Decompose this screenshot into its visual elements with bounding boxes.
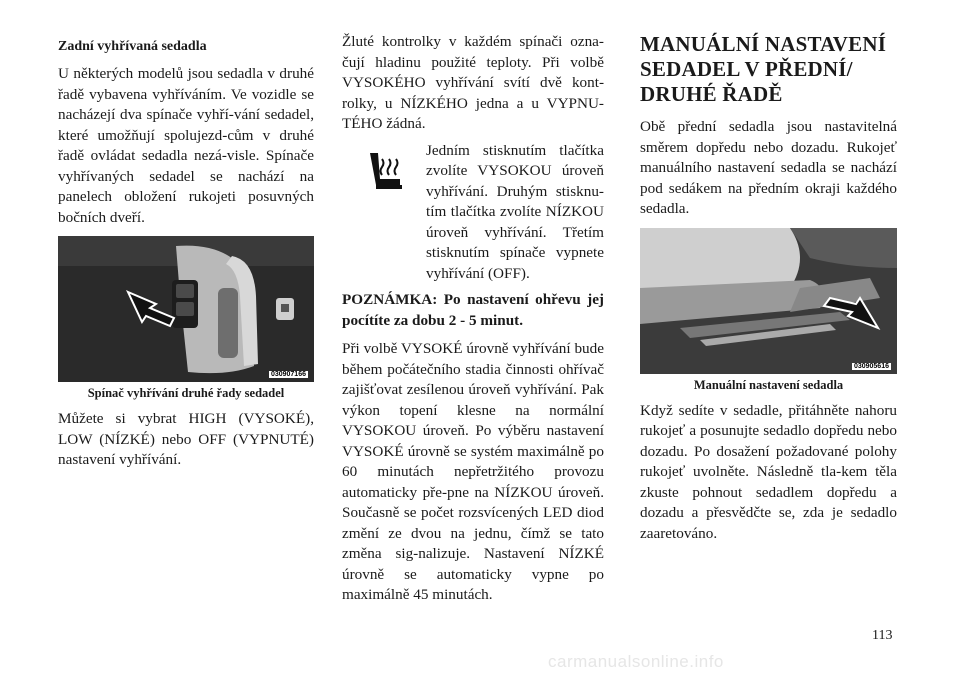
section-heading-manual-seat-adjust [640,32,897,107]
paragraph-manual-adjust-steps: Když sedíte v sedadle, přitáhněte nahoru rukojeť a posunujte sedadlo dopředu nebo dozadu. Po dosažení požadované polohy rukojeť uvolněte. Následně tla-kem těla zkuste pohnout sedadlem dopředu a dozadu a přesvědčte se, zda je sedadlo zaaretováno. [640,401,897,542]
paragraph-indicator-lights: Žluté kontrolky v každém spínači ozna-čují hladinu použité teploty. Při volbě VYSOKÉHO vyhřívání svítí dvě kont-rolky, u NÍZKÉHO jedna a u VYPNU-TÉHO žádná. [342,33,604,132]
paragraph-rear-seats-intro: U některých modelů jsou sedadla v druhé řadě vybavena vyhříváním. Ve vozidle se nacházejí dva spínače vyhří-vání sedadel, které umožňují spolujezd-cům v druhé řadě ovládat sedadla nezá-visle. Spínače vyhřívaných sedadel se nachází na panelech obložení rukojeti posuvných bočních dveří. [58,65,314,226]
note-heating-delay: POZNÁMKA: Po nastavení ohřevu jej pocítíte za dobu 2 - 5 minut. [342,291,604,329]
section-heading-rear-heated-seats: Zadní vyhřívaná sedadla [58,39,207,54]
figure-code: 030905616 [853,362,889,370]
icon-instruction-block [342,141,604,285]
paragraph-high-level-behavior: Při volbě VYSOKÉ úrovně vyhřívání bude během počátečního stadia činnosti ohřívač zajišťovat zesílenou úroveň vyhřívání. Pak výkon topení klesne na normální VYSOKOU úroveň. Po výběru nastavení VYSOKÉ úrovně se systém maximálně po 60 minutách nepřetržitého provozu automaticky pře-pne na NÍZKOU úroveň. Současně se počet rozsvícených LED diod změní ze dvou na jednu, čímž se tato změna sig-nalizuje. Nastavení NÍZKÉ úrovně se automaticky vypne po maximálně 45 minutách. [342,340,604,603]
page-number: 113 [872,628,893,643]
figure-manual-seat-handle [640,228,897,374]
figure-caption: Spínač vyhřívání druhé řady sedadel [87,386,285,400]
watermark: carmanualsonline.info [548,652,724,671]
paragraph-heating-levels: Můžete si vybrat HIGH (VYSOKÉ), LOW (NÍZKÉ) nebo OFF (VYPNUTÉ) nastavení vyhřívání. [58,410,314,468]
heading-line-3: DRUHÉ ŘADĚ [640,82,783,106]
column-left [58,32,314,477]
figure-caption: Manuální nastavení sedadla [693,377,844,392]
heated-seat-icon [356,145,412,201]
heading-line-2: SEDADEL V PŘEDNÍ/ [640,57,853,81]
door-switch-illustration [58,236,314,382]
column-middle [342,32,604,612]
figure-code: 030907166 [270,371,306,378]
column-right [640,32,897,550]
seat-handle-illustration [640,228,897,374]
paragraph-manual-adjust-intro: Obě přední sedadla jsou nastavitelná směrem dopředu nebo dozadu. Rukojeť manuálního nastavení sedadla se nachází pod sedákem na předním okraji každého sedadla. [640,118,897,217]
heading-line-1: MANUÁLNÍ NASTAVENÍ [640,32,887,56]
figure-door-heated-seat-switch [58,236,314,382]
paragraph-button-presses: Jedním stisknutím tlačítka zvolíte VYSOKOU úroveň vyhřívání. Druhým stisknu-tím tlačítka zvolíte NÍZKOU úroveň vyhřívání. Třetím stisknutím spínače vypnete vyhřívání (OFF). [426,141,604,282]
